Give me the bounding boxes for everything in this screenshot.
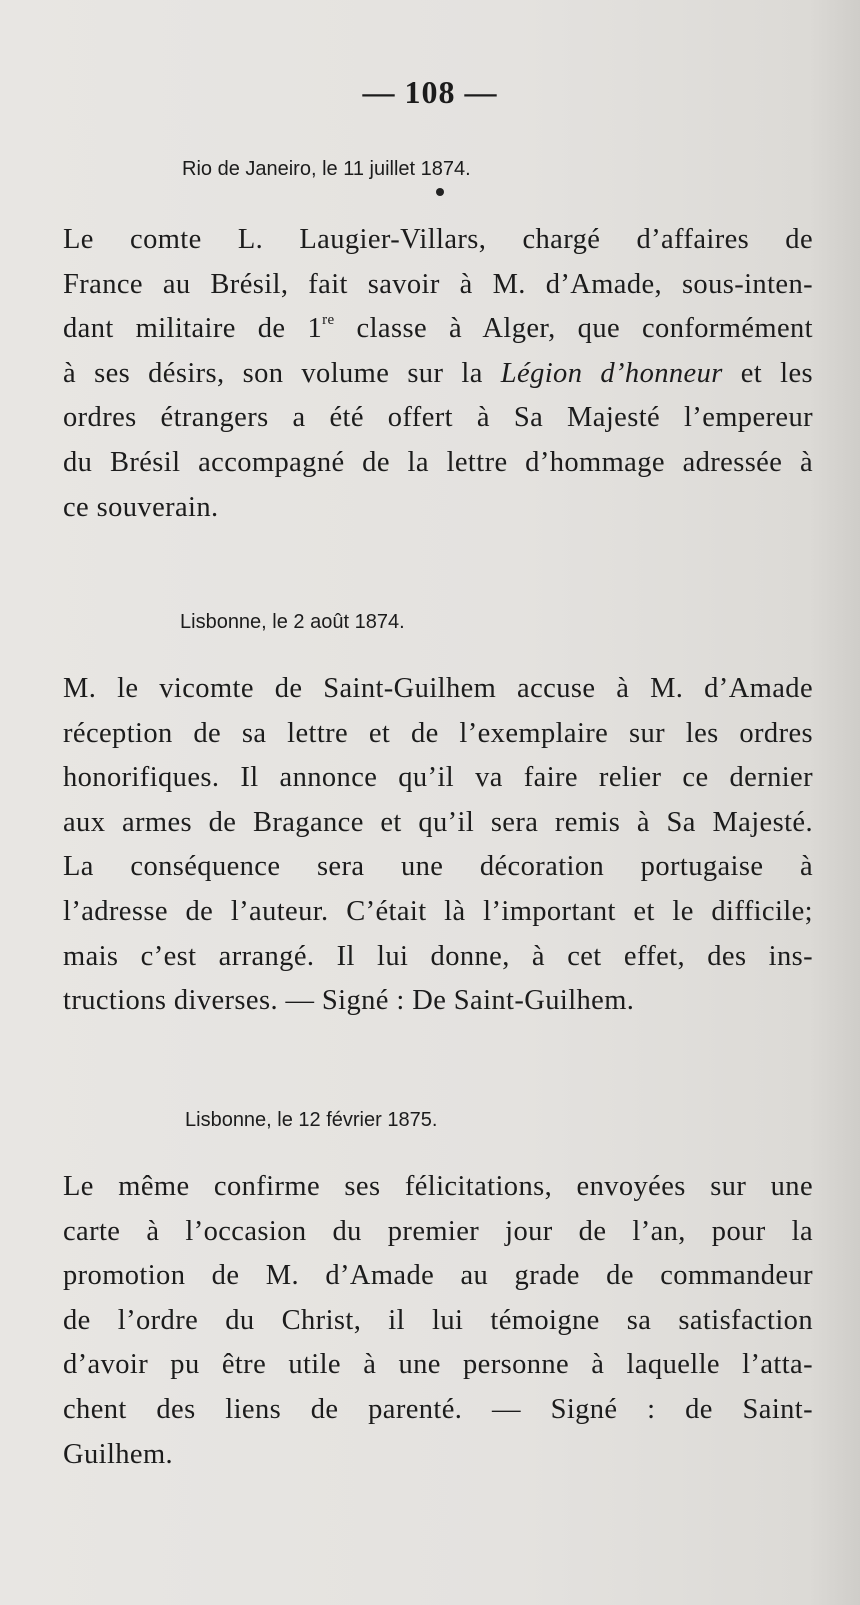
- text-line: de l’ordre du Christ, il lui témoigne sa satisfaction: [63, 1304, 813, 1336]
- text-line: La conséquence sera une décoration portugaise à: [63, 851, 813, 883]
- text-line: dant militaire de 1re classe à Alger, que conformément: [63, 312, 813, 345]
- text-line: l’adresse de l’auteur. C’était là l’important et le difficile;: [63, 895, 813, 927]
- text-line: ordres étrangers a été offert à Sa Majesté l’empereur: [63, 402, 813, 434]
- entry-1-place-date: Rio de Janeiro, le 11 juillet 1874.: [182, 158, 471, 180]
- text-line: ce souverain.: [63, 491, 219, 523]
- entry-2-paragraph: [63, 667, 813, 1024]
- text-line: tructions diverses. — Signé : De Saint-Guilhem.: [63, 985, 635, 1017]
- text-line: carte à l’occasion du premier jour de l’an, pour la: [63, 1215, 813, 1247]
- text-line: promotion de M. d’Amade au grade de commandeur: [63, 1260, 813, 1292]
- text-line: M. le vicomte de Saint-Guilhem accuse à M. d’Amade: [63, 673, 813, 704]
- text-line: Guilhem.: [63, 1438, 174, 1470]
- text-line: d’avoir pu être utile à une personne à laquelle l’atta-: [63, 1349, 813, 1381]
- entry-1-paragraph: [63, 218, 813, 530]
- italic-title: Légion d’honneur: [500, 357, 723, 389]
- entry-3-place-date: Lisbonne, le 12 février 1875.: [185, 1109, 438, 1131]
- text-line: à ses désirs, son volume sur la Légion d’honneur et les: [63, 357, 814, 389]
- text-line: Le comte L. Laugier-Villars, chargé d’affaires de: [63, 224, 813, 255]
- ink-dot: [436, 188, 444, 196]
- text-line: mais c’est arrangé. Il lui donne, à cet effet, des ins-: [63, 940, 813, 972]
- page-number: — 108 —: [362, 74, 498, 110]
- text-line: aux armes de Bragance et qu’il sera remis à Sa Majesté.: [63, 806, 813, 838]
- entry-2-place-date: Lisbonne, le 2 août 1874.: [180, 611, 405, 633]
- text-line: réception de sa lettre et de l’exemplaire sur les ordres: [63, 717, 813, 749]
- text-line: honorifiques. Il annonce qu’il va faire relier ce dernier: [63, 762, 813, 794]
- entry-3-paragraph: [63, 1165, 813, 1477]
- text-line: du Brésil accompagné de la lettre d’hommage adressée à: [63, 446, 813, 478]
- text-line: France au Brésil, fait savoir à M. d’Amade, sous-inten-: [63, 268, 813, 300]
- text-line: Le même confirme ses félicitations, envoyées sur une: [63, 1171, 813, 1202]
- superscript: re: [322, 312, 335, 329]
- text-line: chent des liens de parenté. — Signé : de Saint-: [63, 1393, 813, 1425]
